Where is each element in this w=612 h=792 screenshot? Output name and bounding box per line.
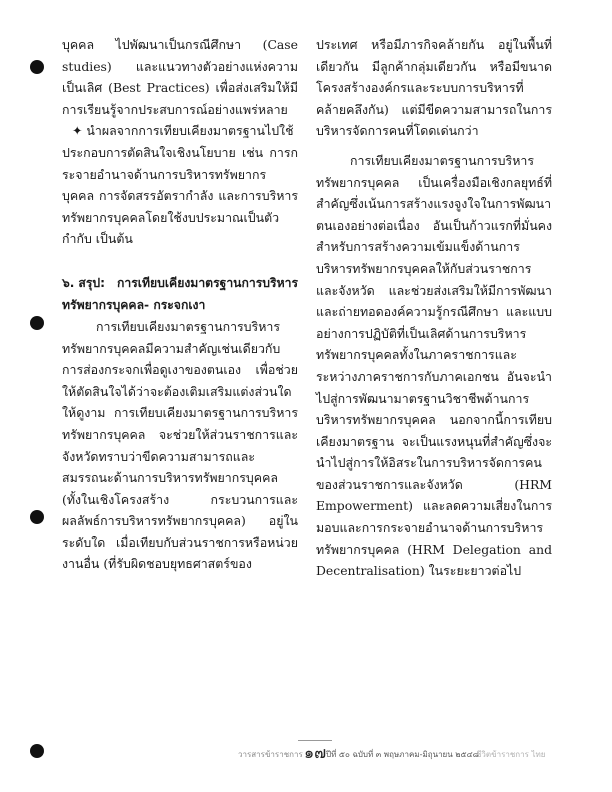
right-column — [316, 34, 552, 582]
left-column — [62, 34, 298, 575]
left-paragraph-1: บุคคล ไปพัฒนาเป็นกรณีศึกษา (Case studies) และแนวทางตัวอย่างแห่งความเป็นเลิศ (Best Practices) เพื่อส่งเสริมให้มีการเรียนรู้จากประสบการณ์อย่างแพร่หลาย — [62, 37, 298, 117]
binder-hole-bottom — [30, 744, 44, 758]
binder-hole-middle — [30, 316, 44, 330]
section-number: ๖. — [62, 275, 75, 290]
bullet-text: นำผลจากการเทียบเคียงมาตรฐานไปใช้ประกอบการตัดสินใจเชิงนโยบาย เช่น การกระจายอำนาจด้านการบริหารทรัพยากรบุคคล การจัดสรรอัตรากำลัง และการบริหารทรัพยากรบุคคลโดยใช้งบประมาณเป็นตัวกำกับ เป็นต้น — [62, 123, 298, 247]
section-gap — [62, 250, 298, 272]
footer-journal-name: วารสารข้าราชการ — [238, 750, 303, 759]
page-footer — [60, 744, 560, 764]
binder-hole-lower — [30, 510, 44, 524]
footer-tail-text: ชีวิตข้าราชการ ไทย — [476, 750, 546, 759]
section-title: สรุป: การเทียบเคียงมาตรฐานการบริหารทรัพยากรบุคคล- กระจกเงา — [62, 275, 298, 312]
bullet-paragraph — [62, 120, 298, 250]
section-heading — [62, 272, 298, 316]
right-paragraph-1: ประเทศ หรือมีภารกิจคล้ายกัน อยู่ในพื้นที่เดียวกัน มีลูกค้ากลุ่มเดียวกัน หรือมีขนาด โครงสร้างองค์กรและระบบการบริหารที่คล้ายคลึงกัน) แต่มีขีดความสามารถในการบริหารจัดการคนที่โดดเด่นกว่า — [316, 37, 552, 139]
footer-issue-info: ปีที่ ๕๐ ฉบับที่ ๓ พฤษภาคม-มิถุนายน ๒๕๔๘ — [326, 750, 479, 759]
page-number: ๑๗ — [298, 740, 332, 766]
right-paragraph-2: การเทียบเคียงมาตรฐานการบริหารทรัพยากรบุคคล เป็นเครื่องมือเชิงกลยุทธ์ที่สำคัญซึ่งเน้นการสร้างแรงจูงใจในการพัฒนาตนเองอย่างต่อเนื่อง อันเป็นก้าวแรกที่มั่นคงสำหรับการสร้างความเข้มแข็งด้านการบริหารทรัพยากรบุคคลให้กับส่วนราชการและจังหวัด และช่วยส่งเสริมให้มีการพัฒนาและถ่ายทอดองค์ความรู้กรณีศึกษา และแบบอย่างการปฏิบัติที่เป็นเลิศด้านการบริหารทรัพยากรบุคคลทั้งในภาคราชการและระหว่างภาคราชการกับภาคเอกชน อันจะนำไปสู่การพัฒนามาตรฐานวิชาชีพด้านการบริหารทรัพยากรบุคคล นอกจากนี้การเทียบเคียงมาตรฐาน จะเป็นแรงหนุนที่สำคัญซึ่งจะนำไปสู่การให้อิสระในการบริหารจัดการคนของส่วนราชการและจังหวัด (HRM Empowerment) และลดความเสี่ยงในการมอบและการกระจายอำนาจด้านการบริหารทรัพยากรบุคคล (HRM Delegation and Decentralisation) ในระยะยาวต่อไป — [316, 152, 552, 579]
diamond-bullet-icon: ✦ — [72, 123, 83, 139]
left-paragraph-2: การเทียบเคียงมาตรฐานการบริหารทรัพยากรบุคคลมีความสำคัญเช่นเดียวกับการส่องกระจกเพื่อดูเงาของตนเอง เพื่อช่วยให้ตัดสินใจได้ว่าจะต้องเติมเสริมแต่งส่วนใดให้ดูงาม การเทียบเคียงมาตรฐานการบริหารทรัพยากรบุคคล จะช่วยให้ส่วนราชการและจังหวัดทราบว่าขีดความสามารถและสมรรถนะด้านการบริหารทรัพยากรบุคคล (ทั้งในเชิงโครงสร้าง กระบวนการและผลลัพธ์การบริหารทรัพยากรบุคคล) อยู่ในระดับใด เมื่อเทียบกับส่วนราชการหรือหน่วยงานอื่น (ที่รับผิดชอบยุทธศาสตร์ของ — [62, 318, 298, 572]
binder-hole-top — [30, 60, 44, 74]
